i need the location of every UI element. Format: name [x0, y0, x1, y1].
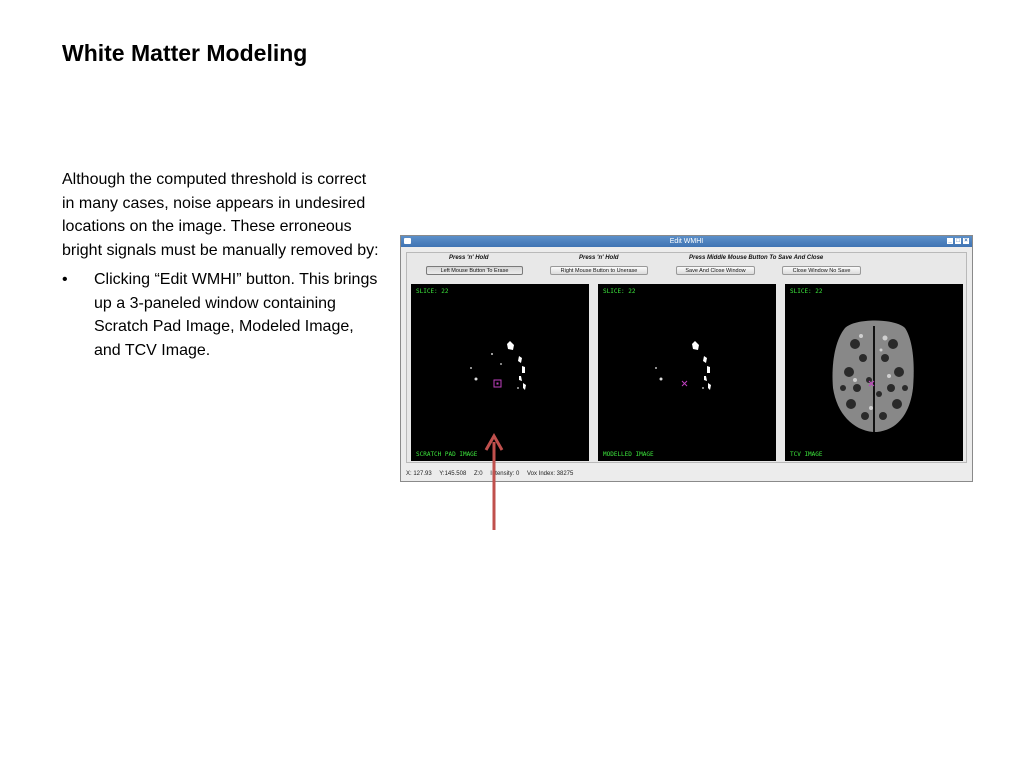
slice-indicator: SLICE: 22 — [603, 288, 636, 295]
bullet-dot: • — [62, 271, 68, 288]
bullet-text: Clicking “Edit WMHI” button. This brings up a 3-paneled window containing Scratch Pad Image, Modeled Image, and TCV Image. — [94, 271, 378, 359]
window-titlebar[interactable] — [401, 236, 972, 247]
press-hold-label-1: Press 'n' Hold — [449, 255, 489, 261]
left-mouse-erase-button[interactable]: Left Mouse Button To Erase — [426, 266, 523, 275]
status-x: X: 127.93 — [406, 471, 432, 477]
status-vox-index: Vox Index: 38275 — [526, 471, 574, 477]
window-title: Edit WMHI — [669, 238, 704, 245]
slice-indicator: SLICE: 22 — [790, 288, 823, 295]
middle-button-label: Press Middle Mouse Button To Save And Close — [689, 255, 824, 261]
save-and-close-button[interactable]: Save And Close Window — [676, 266, 755, 275]
slice-indicator: SLICE: 22 — [416, 288, 449, 295]
status-y: Y:145.508 — [439, 471, 467, 477]
modelled-image[interactable] — [598, 284, 776, 461]
close-icon[interactable]: × — [964, 238, 968, 244]
panel-caption: MODELLED IMAGE — [603, 451, 654, 458]
minimize-icon[interactable]: _ — [948, 238, 952, 244]
panel-caption: SCRATCH PAD IMAGE — [416, 451, 478, 458]
bullet-item — [62, 268, 382, 362]
maximize-icon[interactable]: □ — [956, 238, 960, 244]
pointer-arrow-icon — [480, 432, 510, 532]
panel-caption: TCV IMAGE — [790, 451, 823, 458]
status-z: Z:0 — [473, 471, 483, 477]
right-mouse-unerase-button[interactable]: Right Mouse Button to Unerase — [550, 266, 648, 275]
slide-body — [62, 168, 382, 362]
close-no-save-button[interactable]: Close Window No Save — [782, 266, 861, 275]
slide-title: White Matter Modeling — [62, 40, 308, 66]
modelled-panel[interactable] — [598, 284, 776, 461]
tcv-image[interactable] — [785, 284, 963, 461]
press-hold-label-2: Press 'n' Hold — [579, 255, 619, 261]
status-intensity: Intensity: 0 — [490, 471, 520, 477]
intro-paragraph: Although the computed threshold is correct in many cases, noise appears in undesired locations on the image. These erroneous bright signals must be manually removed by: — [62, 171, 379, 259]
tcv-panel[interactable] — [785, 284, 963, 461]
